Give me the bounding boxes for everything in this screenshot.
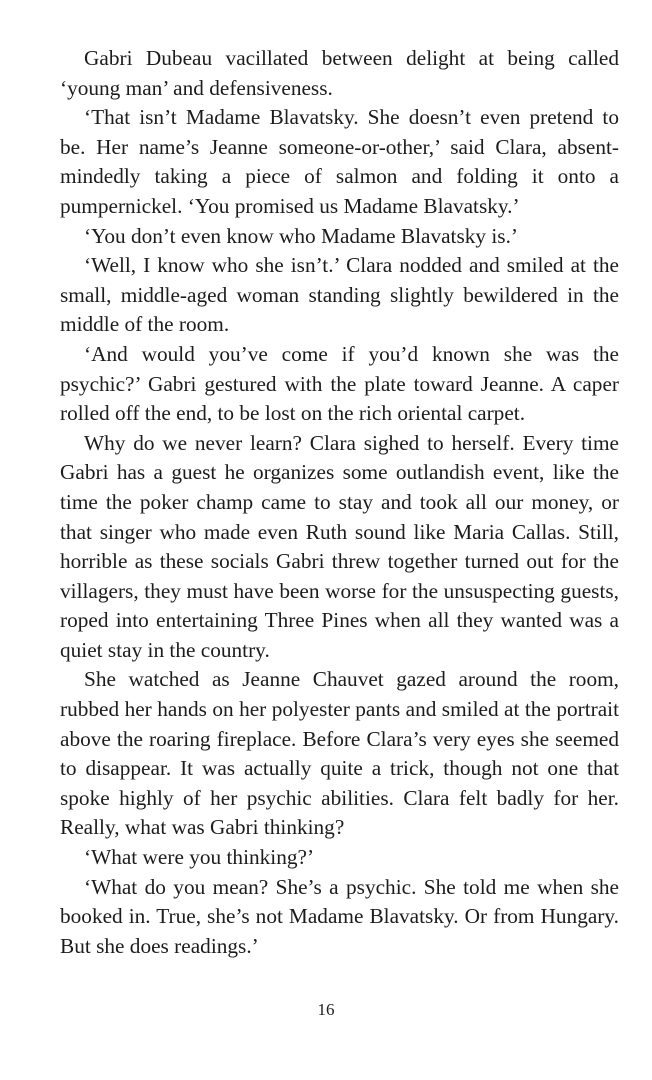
paragraph-4: ‘Well, I know who she isn’t.’ Clara nodded and smiled at the small, middle-aged woman standing slightly bewildered in the middle of the room. [60,253,619,337]
paragraph-1: Gabri Dubeau vacillated between delight at being called ‘young man’ and defensiveness. [60,46,619,100]
page-number: 16 [317,1000,335,1019]
paragraph-7: She watched as Jeanne Chauvet gazed around the room, rubbed her hands on her polyester pants and smiled at the portrait above the roaring fireplace. Before Clara’s very eyes she seemed to disappear. It was actually quite a trick, though not one that spoke highly of her psychic abilities. Clara felt badly for her. Really, what was Gabri thinking? [60,667,619,840]
paragraph-8: ‘What were you thinking?’ [84,845,315,870]
paragraph-5: ‘And would you’ve come if you’d known she was the psychic?’ Gabri gestured with the plate toward Jeanne. A caper rolled off the end, to be lost on the rich oriental carpet. [60,341,619,426]
paragraph-2: ‘That isn’t Madame Blavatsky. She doesn’t even pretend to be. Her name’s Jeanne someone-or-other,’ said Clara, absent-mindedly taking a piece of salmon and folding it onto a pumpernickel. ‘You promised us Madame Blavatsky.’ [60,105,619,218]
paragraph-6: Why do we never learn? Clara sighed to herself. Every time Gabri has a guest he organizes some outlandish event, like the time the poker champ came to stay and took all our money, or that singer who made even Ruth sound like Maria Callas. Still, horrible as these socials Gabri threw together turned out for the villagers, they must have been worse for the unsuspecting guests, roped into entertaining Three Pines when all they wanted was a quiet stay in the country. [60,430,619,662]
book-page-text [60,44,619,961]
paragraph-3: ‘You don’t even know who Madame Blavatsky is.’ [84,223,518,248]
paragraph-9: ‘What do you mean? She’s a psychic. She told me when she booked in. True, she’s not Madame Blavatsky. Or from Hungary. But she does readings.’ [60,874,619,958]
